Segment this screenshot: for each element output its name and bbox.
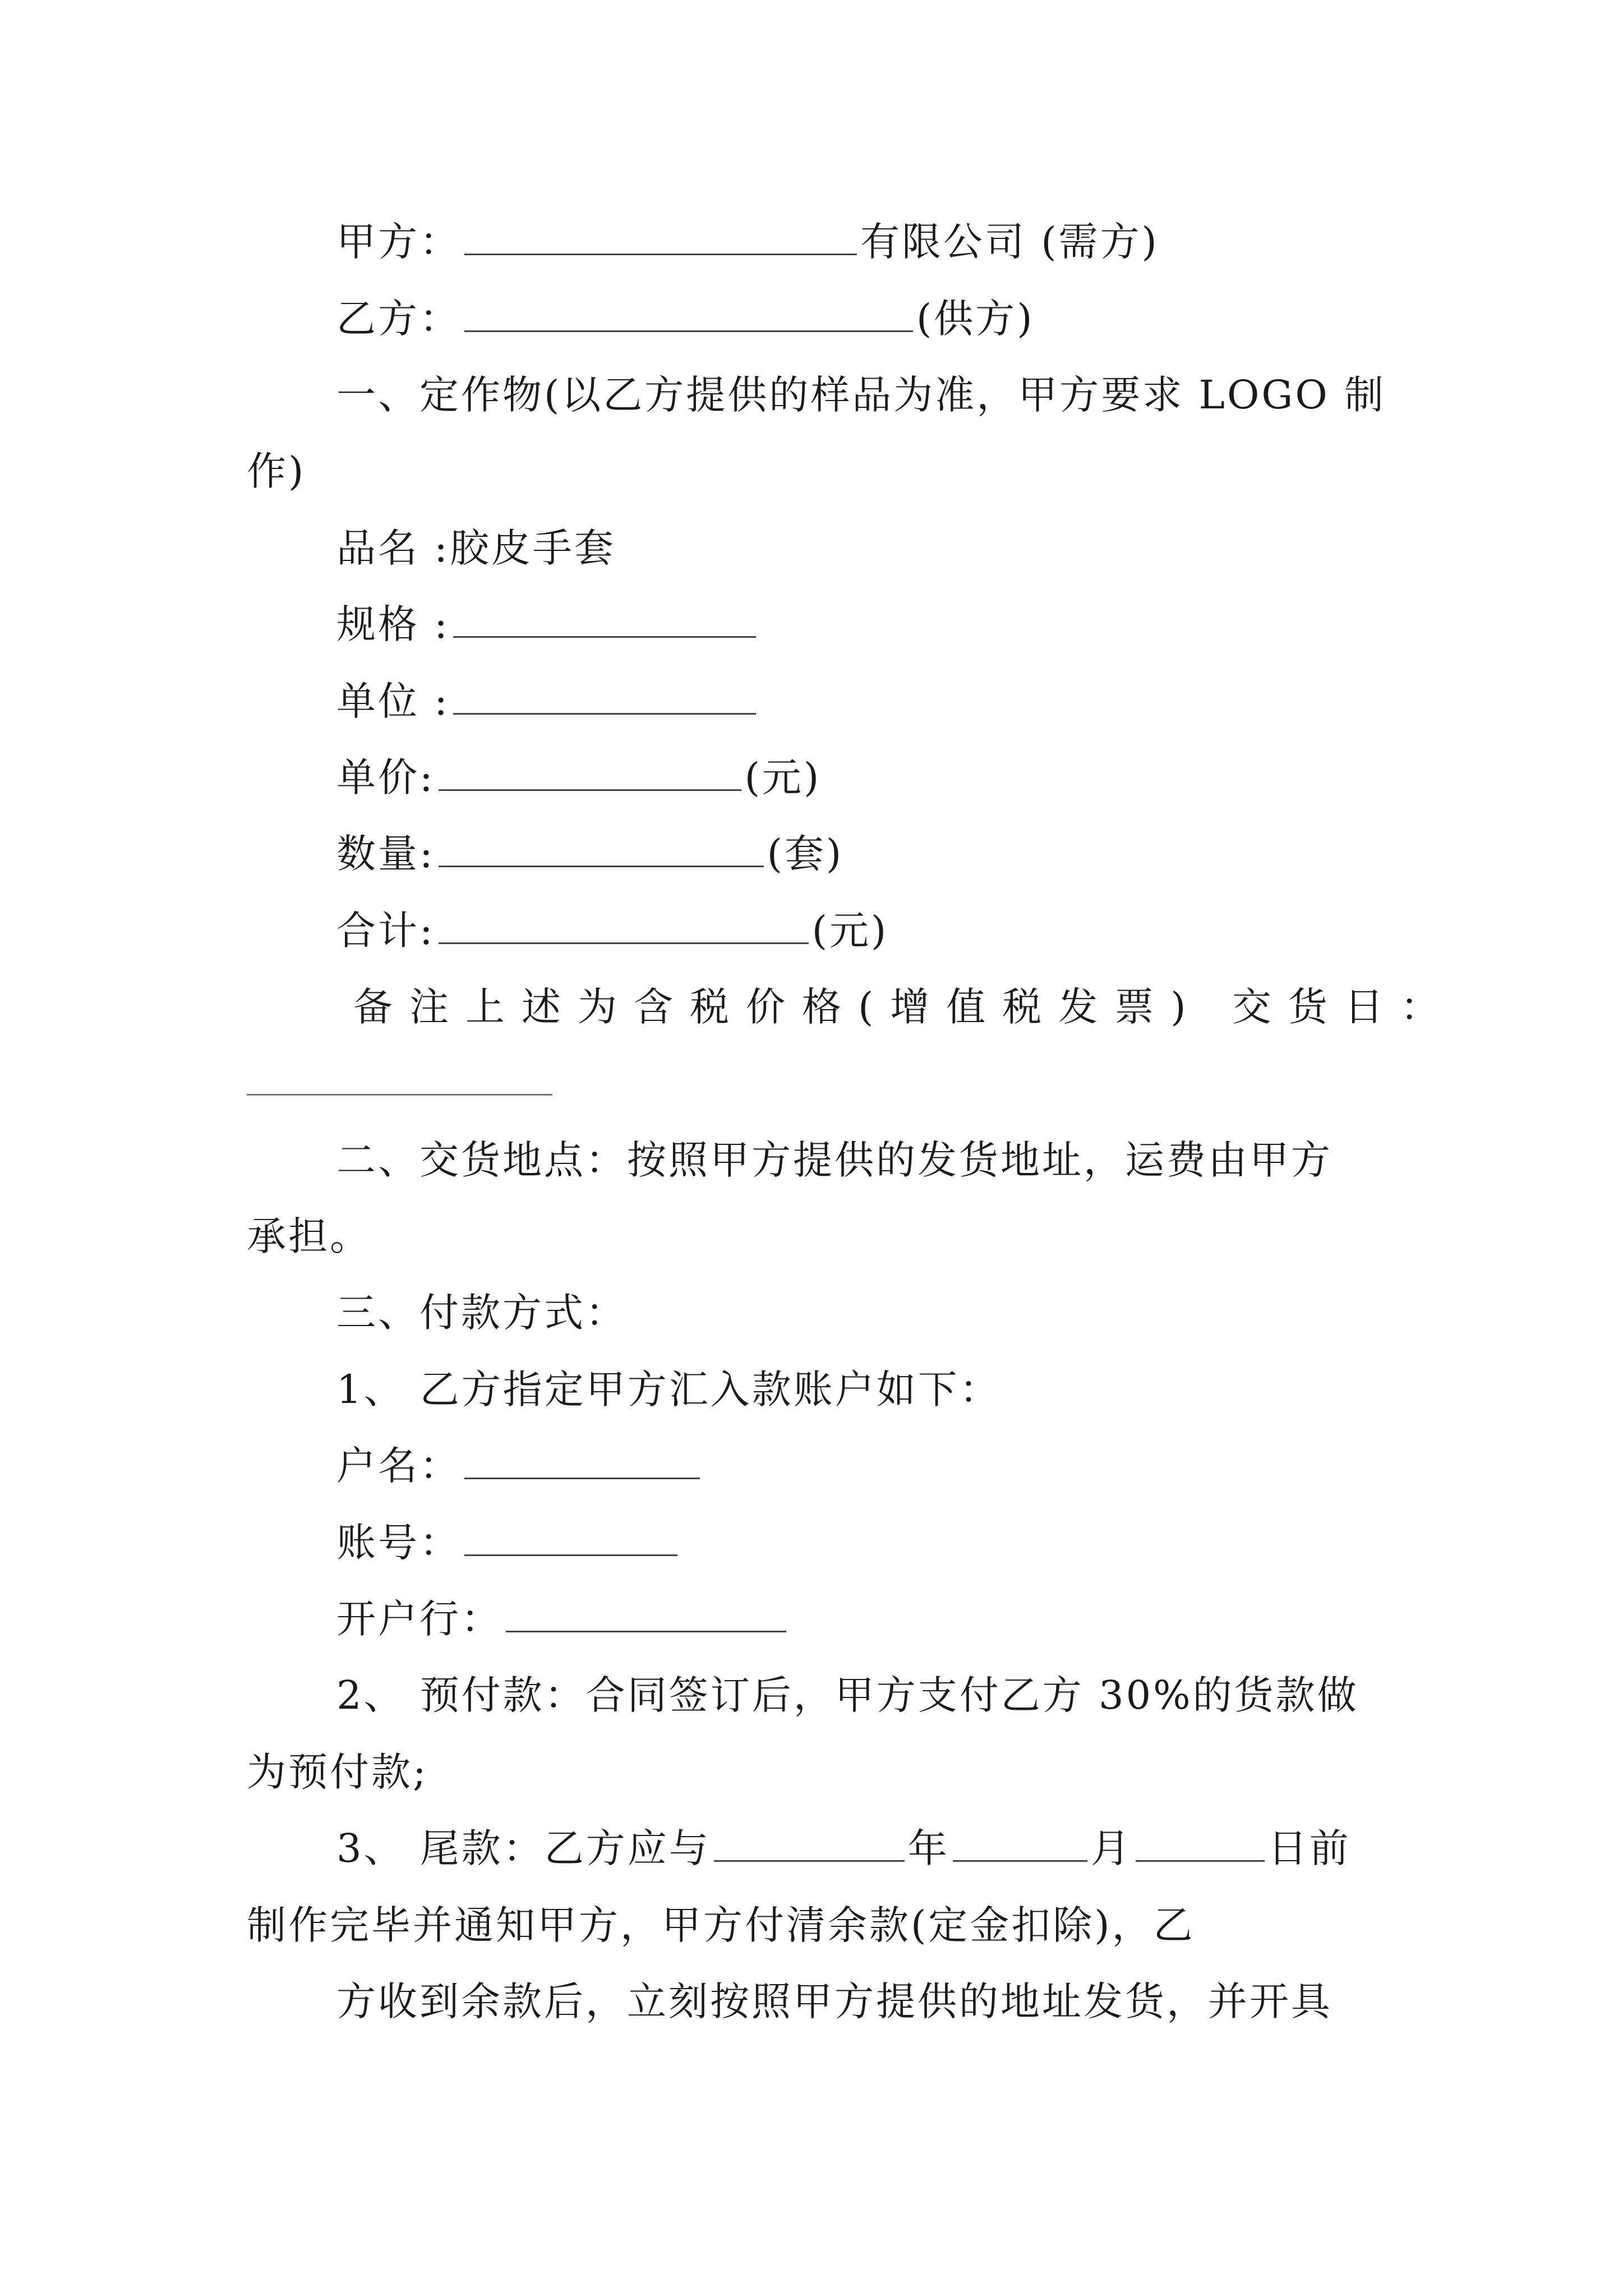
product-name: 品名 :胶皮手套 — [336, 525, 616, 571]
qty-blank[interactable] — [439, 832, 764, 867]
item3-prefix: 3、 尾款：乙方应与 — [336, 1825, 711, 1871]
spec-label: 规格 : — [336, 601, 450, 647]
section1-line2: 作) — [247, 448, 306, 494]
section3-item3-line1 — [336, 1815, 1351, 1882]
day-before-label: 日前 — [1267, 1825, 1351, 1871]
bank-blank[interactable] — [506, 1597, 786, 1632]
spec-blank[interactable] — [453, 602, 756, 638]
section2-line2: 承担。 — [247, 1213, 371, 1259]
year-label: 年 — [907, 1825, 949, 1871]
account-name-label: 户名： — [336, 1443, 461, 1489]
account-name-line — [336, 1432, 703, 1499]
total-line — [336, 897, 888, 964]
party-b-line — [336, 285, 1035, 352]
party-b-blank[interactable] — [464, 297, 913, 332]
section3-item1: 1、 乙方指定甲方汇入款账户如下： — [336, 1366, 1001, 1412]
section3-item3-line2: 制作完毕并通知甲方，甲方付清余款(定金扣除)，乙 — [247, 1902, 1195, 1948]
account-no-blank[interactable] — [464, 1521, 677, 1556]
account-no-line — [336, 1509, 681, 1576]
price-line — [336, 744, 821, 811]
remark-line: 备注上述为含税价格(增值税发票) 交货日： — [353, 984, 1456, 1030]
total-blank[interactable] — [439, 909, 809, 944]
party-b-suffix: (供方) — [916, 296, 1035, 342]
price-blank[interactable] — [439, 756, 741, 791]
account-name-blank[interactable] — [464, 1444, 700, 1479]
price-label: 单价: — [336, 754, 435, 800]
section3-title: 三、付款方式： — [336, 1290, 627, 1336]
qty-suffix: (套) — [767, 831, 844, 877]
party-a-label: 甲方： — [336, 219, 461, 265]
section3-item2-line2: 为预付款; — [247, 1749, 428, 1795]
total-suffix: (元) — [811, 908, 889, 954]
price-suffix: (元) — [744, 754, 822, 800]
bank-line — [336, 1585, 790, 1653]
month-blank[interactable] — [953, 1826, 1087, 1862]
party-a-blank[interactable] — [464, 220, 857, 255]
bank-label: 开户行： — [336, 1596, 502, 1642]
total-label: 合计: — [336, 908, 435, 954]
delivery-date-blank[interactable] — [247, 1094, 552, 1096]
party-b-label: 乙方： — [336, 296, 461, 342]
account-no-label: 账号： — [336, 1520, 461, 1566]
qty-line — [336, 820, 843, 887]
unit-label: 单位 : — [336, 678, 450, 724]
day-blank[interactable] — [1136, 1826, 1265, 1862]
qty-label: 数量: — [336, 831, 435, 877]
section3-item3-line3: 方收到余款后，立刻按照甲方提供的地址发货，并开具 — [336, 1978, 1332, 2024]
month-label: 月 — [1090, 1825, 1132, 1871]
year-blank[interactable] — [714, 1826, 905, 1862]
unit-blank[interactable] — [453, 679, 756, 715]
unit-line — [336, 668, 759, 735]
party-a-line — [336, 208, 1159, 275]
spec-line — [336, 591, 759, 658]
party-a-suffix: 有限公司 (需方) — [860, 219, 1159, 265]
section2-line1: 二、交货地点：按照甲方提供的发货地址，运费由甲方 — [336, 1137, 1332, 1183]
section3-item2-line1: 2、 预付款：合同签订后，甲方支付乙方 30%的货款做 — [336, 1672, 1359, 1718]
section1-line1: 一、定作物(以乙方提供的样品为准，甲方要求 LOGO 制 — [336, 372, 1386, 418]
